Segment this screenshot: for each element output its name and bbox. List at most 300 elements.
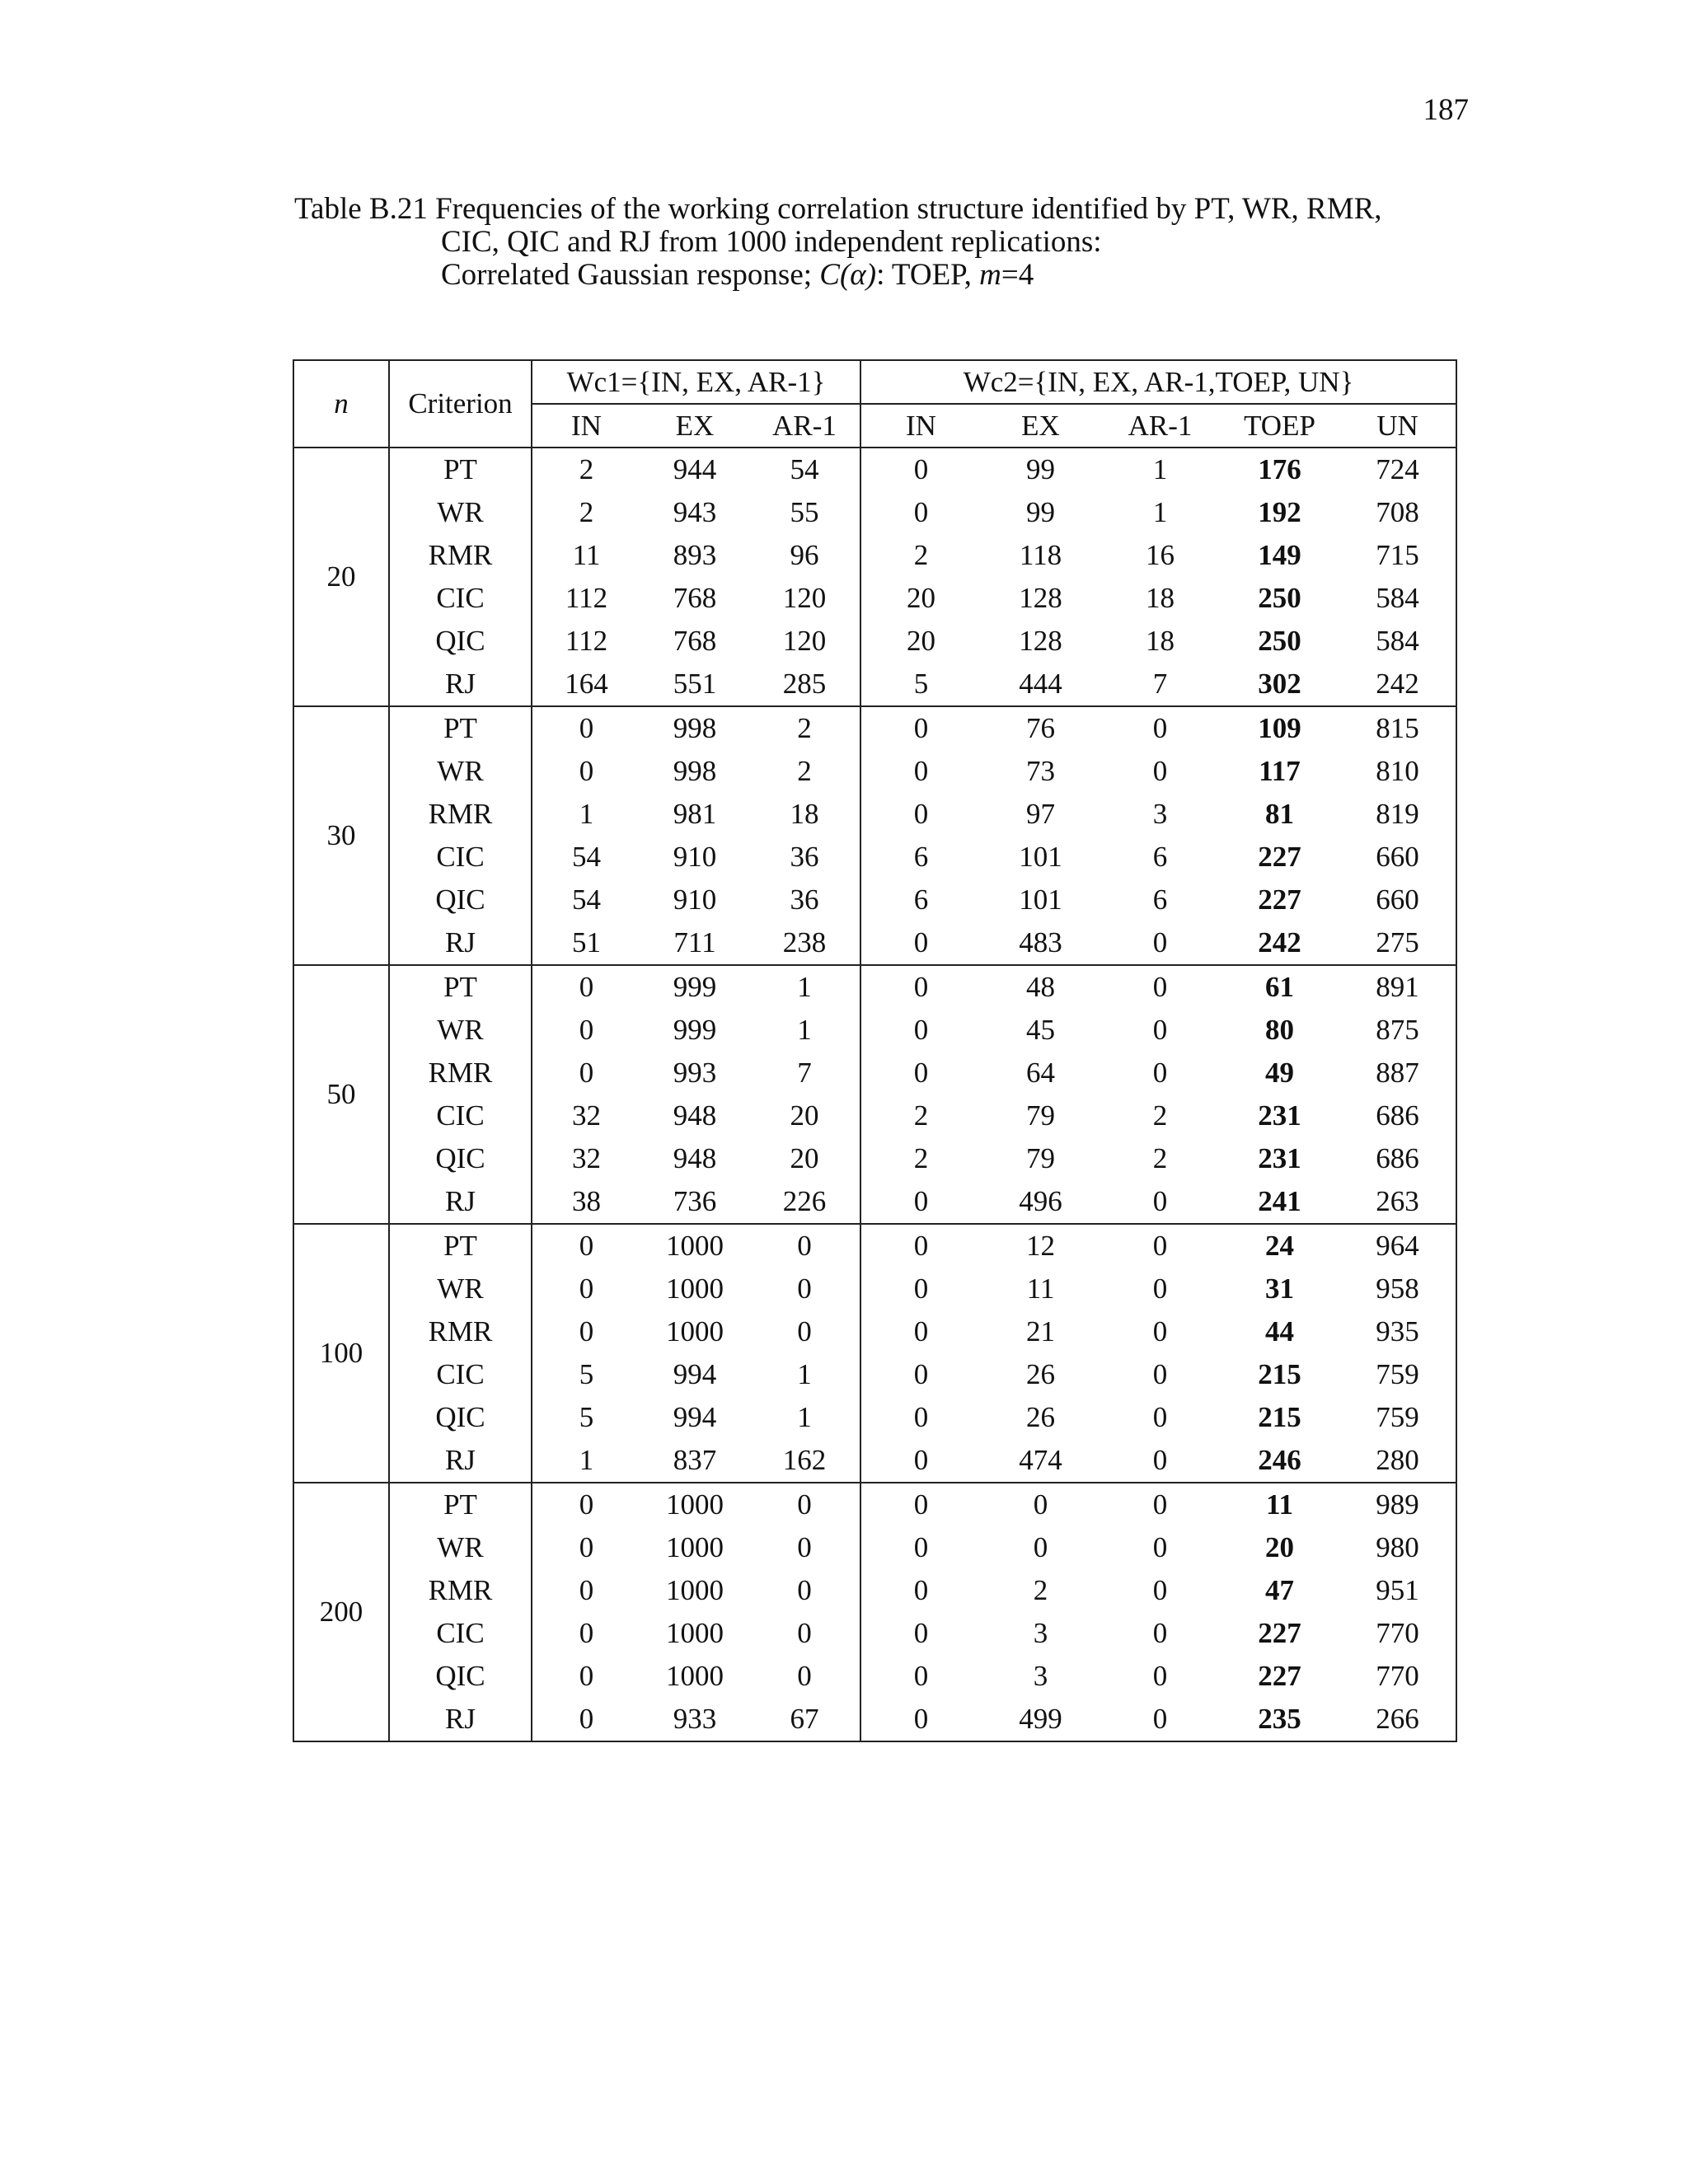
frequency-cell: 2 <box>797 755 812 787</box>
frequency-cell: 20 <box>860 620 981 663</box>
frequency-cell: 815 <box>1339 706 1456 750</box>
frequency-cell: 20 <box>1265 1531 1294 1563</box>
frequency-cell: 176 <box>1258 453 1301 485</box>
sample-size-cell: 50 <box>293 965 389 1224</box>
frequency-cell: 0 <box>1100 706 1220 750</box>
frequency-cell: 768 <box>673 582 717 614</box>
frequency-cell: 0 <box>981 1483 1100 1526</box>
frequency-cell: 26 <box>1026 1401 1055 1433</box>
frequency-cell: 192 <box>1258 496 1301 528</box>
table-row <box>293 534 1456 577</box>
frequency-cell: 80 <box>1265 1014 1294 1046</box>
table-row <box>293 750 1456 793</box>
frequency-cell: 0 <box>532 706 640 750</box>
frequency-cell: 0 <box>1033 1531 1048 1563</box>
frequency-cell: 2 <box>860 534 981 577</box>
frequency-cell: 444 <box>1019 668 1062 700</box>
frequency-cell: 759 <box>1376 1401 1419 1433</box>
criterion-cell: QIC <box>389 1137 532 1180</box>
table-row <box>293 663 1456 706</box>
frequency-cell: 0 <box>860 1655 981 1698</box>
frequency-cell: 99 <box>1026 496 1055 528</box>
frequency-cell: 20 <box>790 1142 819 1174</box>
frequency-cell: 0 <box>860 1353 981 1396</box>
frequency-cell: 770 <box>1376 1660 1419 1692</box>
frequency-cell: 285 <box>782 668 827 700</box>
caption-c-symbol: C <box>819 258 840 292</box>
criterion-cell: CIC <box>389 577 532 620</box>
table-row <box>293 965 1456 1009</box>
frequency-cell: 0 <box>532 1224 640 1268</box>
criterion-cell: WR <box>389 1526 532 1569</box>
frequency-cell: 0 <box>1152 1574 1168 1606</box>
frequency-cell: 0 <box>1152 755 1168 787</box>
frequency-cell: 2 <box>1033 1574 1048 1606</box>
frequency-cell: 0 <box>1100 965 1220 1009</box>
table-body <box>293 448 1456 1741</box>
frequency-cell: 0 <box>860 1526 981 1569</box>
table-row <box>293 1137 1456 1180</box>
header-n: n <box>293 360 389 448</box>
criterion-cell: RMR <box>389 534 532 577</box>
frequency-cell: 708 <box>1376 496 1419 528</box>
frequency-cell: 1 <box>532 793 640 836</box>
frequency-cell: 499 <box>1019 1703 1062 1735</box>
criterion-cell: PT <box>389 1483 532 1526</box>
table-row <box>293 1224 1456 1268</box>
frequency-cell: 0 <box>860 448 981 491</box>
frequency-cell: 0 <box>797 1272 812 1305</box>
caption-line-3-mid: : TOEP, <box>876 258 980 292</box>
frequency-cell: 18 <box>1146 582 1175 614</box>
header-wc2-ex: EX <box>981 404 1100 448</box>
criterion-cell: RMR <box>389 1310 532 1353</box>
table-row <box>293 1353 1456 1396</box>
frequency-cell: 76 <box>981 706 1100 750</box>
frequency-cell: 660 <box>1376 883 1419 916</box>
sample-size-cell: 30 <box>293 706 389 965</box>
frequency-cell: 943 <box>673 496 717 528</box>
frequency-cell: 266 <box>1376 1703 1419 1735</box>
frequency-cell: 887 <box>1376 1057 1419 1089</box>
frequency-cell: 11 <box>1026 1272 1055 1305</box>
header-wc2-in: IN <box>860 404 981 448</box>
frequency-cell: 0 <box>797 1617 812 1649</box>
frequency-cell: 1000 <box>666 1617 724 1649</box>
frequency-cell: 483 <box>1019 926 1062 958</box>
frequency-cell: 0 <box>797 1660 812 1692</box>
criterion-cell: RJ <box>389 1698 532 1741</box>
frequency-cell: 79 <box>1026 1142 1055 1174</box>
criterion-cell: RMR <box>389 1052 532 1094</box>
caption-line-2: CIC, QIC and RJ from 1000 independent replications: <box>441 225 1102 259</box>
frequency-cell: 0 <box>1152 1444 1168 1476</box>
frequency-cell: 0 <box>532 1612 640 1655</box>
table-row <box>293 1009 1456 1052</box>
frequency-cell: 910 <box>673 841 717 873</box>
header-criterion: Criterion <box>389 360 532 448</box>
caption-line-1: Table B.21 Frequencies of the working correlation structure identified by PT, WR, RMR, <box>294 192 1382 226</box>
frequency-cell: 0 <box>860 1310 981 1353</box>
frequency-cell: 302 <box>1258 668 1301 700</box>
frequency-cell: 951 <box>1376 1574 1419 1606</box>
frequency-cell: 51 <box>532 921 640 965</box>
frequency-cell: 0 <box>532 1009 640 1052</box>
frequency-cell: 0 <box>532 1310 640 1353</box>
frequency-cell: 215 <box>1258 1401 1301 1433</box>
frequency-cell: 7 <box>1152 668 1168 700</box>
frequency-cell: 0 <box>1152 1401 1168 1433</box>
frequency-cell: 73 <box>1026 755 1055 787</box>
frequency-cell: 21 <box>1026 1315 1055 1347</box>
frequency-cell: 0 <box>532 1698 640 1741</box>
frequency-cell: 6 <box>860 836 981 879</box>
frequency-table-container <box>293 359 1456 1742</box>
table-row <box>293 577 1456 620</box>
frequency-cell: 0 <box>532 750 640 793</box>
frequency-cell: 109 <box>1220 706 1339 750</box>
frequency-cell: 36 <box>790 841 819 873</box>
frequency-cell: 54 <box>790 453 819 485</box>
frequency-cell: 2 <box>532 491 640 534</box>
frequency-cell: 31 <box>1265 1272 1294 1305</box>
frequency-cell: 759 <box>1376 1358 1419 1390</box>
frequency-cell: 958 <box>1376 1272 1419 1305</box>
frequency-cell: 38 <box>532 1180 640 1224</box>
criterion-cell: WR <box>389 491 532 534</box>
frequency-cell: 944 <box>673 453 717 485</box>
frequency-cell: 227 <box>1258 883 1301 916</box>
frequency-cell: 891 <box>1339 965 1456 1009</box>
frequency-cell: 0 <box>1152 1315 1168 1347</box>
frequency-cell: 0 <box>1152 1617 1168 1649</box>
table-row <box>293 620 1456 663</box>
frequency-cell: 0 <box>860 1396 981 1439</box>
frequency-cell: 715 <box>1376 539 1419 571</box>
frequency-cell: 61 <box>1220 965 1339 1009</box>
frequency-cell: 250 <box>1258 625 1301 657</box>
frequency-cell: 227 <box>1258 1617 1301 1649</box>
frequency-cell: 994 <box>673 1401 717 1433</box>
frequency-cell: 980 <box>1376 1531 1419 1563</box>
frequency-cell: 0 <box>532 1483 640 1526</box>
frequency-cell: 263 <box>1376 1185 1419 1217</box>
frequency-cell: 1 <box>797 1358 812 1390</box>
frequency-cell: 128 <box>1019 625 1062 657</box>
table-row <box>293 706 1456 750</box>
frequency-cell: 2 <box>1152 1099 1168 1132</box>
frequency-cell: 250 <box>1258 582 1301 614</box>
frequency-cell: 0 <box>860 1180 981 1224</box>
frequency-cell: 0 <box>860 491 981 534</box>
frequency-cell: 32 <box>532 1094 640 1137</box>
table-row <box>293 1698 1456 1741</box>
table-row <box>293 1483 1456 1526</box>
criterion-cell: CIC <box>389 836 532 879</box>
frequency-cell: 20 <box>790 1099 819 1132</box>
frequency-cell: 128 <box>1019 582 1062 614</box>
frequency-cell: 768 <box>673 625 717 657</box>
criterion-cell: PT <box>389 448 532 491</box>
criterion-cell: QIC <box>389 1396 532 1439</box>
frequency-cell: 0 <box>1152 1057 1168 1089</box>
frequency-cell: 0 <box>532 965 640 1009</box>
frequency-cell: 120 <box>782 625 827 657</box>
criterion-cell: QIC <box>389 620 532 663</box>
criterion-cell: RJ <box>389 921 532 965</box>
frequency-cell: 16 <box>1146 539 1175 571</box>
frequency-cell: 0 <box>532 1526 640 1569</box>
frequency-cell: 235 <box>1258 1703 1301 1735</box>
table-row <box>293 1310 1456 1353</box>
frequency-cell: 5 <box>532 1396 640 1439</box>
criterion-cell: WR <box>389 750 532 793</box>
frequency-cell: 81 <box>1265 798 1294 830</box>
frequency-cell: 736 <box>673 1185 717 1217</box>
frequency-cell: 686 <box>1376 1142 1419 1174</box>
frequency-cell: 724 <box>1376 453 1419 485</box>
frequency-cell: 231 <box>1258 1142 1301 1174</box>
caption-line-3-suffix: =4 <box>1001 258 1034 292</box>
table-row <box>293 1396 1456 1439</box>
criterion-cell: RJ <box>389 663 532 706</box>
frequency-cell: 112 <box>532 620 640 663</box>
frequency-cell: 18 <box>790 798 819 830</box>
frequency-cell: 79 <box>1026 1099 1055 1132</box>
frequency-cell: 1000 <box>640 1224 749 1268</box>
frequency-cell: 36 <box>790 883 819 916</box>
frequency-cell: 0 <box>1152 926 1168 958</box>
frequency-cell: 96 <box>790 539 819 571</box>
frequency-cell: 496 <box>1019 1185 1062 1217</box>
frequency-cell: 3 <box>1152 798 1168 830</box>
frequency-cell: 584 <box>1376 625 1419 657</box>
frequency-cell: 5 <box>532 1353 640 1396</box>
table-row <box>293 1094 1456 1137</box>
frequency-cell: 2 <box>1152 1142 1168 1174</box>
frequency-cell: 0 <box>860 1483 981 1526</box>
frequency-cell: 215 <box>1258 1358 1301 1390</box>
frequency-cell: 0 <box>1152 1531 1168 1563</box>
frequency-cell: 0 <box>860 1439 981 1483</box>
criterion-cell: PT <box>389 965 532 1009</box>
frequency-cell: 0 <box>797 1531 812 1563</box>
frequency-cell: 964 <box>1339 1224 1456 1268</box>
header-wc2-ar1: AR-1 <box>1100 404 1220 448</box>
frequency-cell: 0 <box>532 1569 640 1612</box>
frequency-cell: 2 <box>860 1137 981 1180</box>
frequency-cell: 875 <box>1376 1014 1419 1046</box>
frequency-cell: 0 <box>1152 1358 1168 1390</box>
frequency-cell: 44 <box>1265 1315 1294 1347</box>
header-wc1-in: IN <box>532 404 640 448</box>
header-wc1: Wc1={IN, EX, AR-1} <box>532 360 860 404</box>
frequency-cell: 0 <box>860 1052 981 1094</box>
frequency-cell: 7 <box>797 1057 812 1089</box>
header-wc2-toep: TOEP <box>1220 404 1339 448</box>
frequency-cell: 2 <box>532 448 640 491</box>
frequency-cell: 3 <box>1033 1660 1048 1692</box>
table-row <box>293 1439 1456 1483</box>
frequency-cell: 998 <box>673 755 717 787</box>
frequency-cell: 1 <box>797 1014 812 1046</box>
table-row <box>293 879 1456 921</box>
frequency-cell: 0 <box>797 1315 812 1347</box>
criterion-cell: RJ <box>389 1180 532 1224</box>
header-wc1-ex: EX <box>640 404 749 448</box>
sample-size-cell: 200 <box>293 1483 389 1741</box>
frequency-cell: 0 <box>860 1569 981 1612</box>
frequency-cell: 47 <box>1265 1574 1294 1606</box>
criterion-cell: RJ <box>389 1439 532 1483</box>
frequency-cell: 242 <box>1376 668 1419 700</box>
frequency-cell: 12 <box>981 1224 1100 1268</box>
frequency-cell: 2 <box>860 1094 981 1137</box>
frequency-table <box>293 359 1457 1742</box>
table-row <box>293 491 1456 534</box>
frequency-cell: 0 <box>860 1612 981 1655</box>
frequency-cell: 0 <box>860 750 981 793</box>
frequency-cell: 101 <box>1019 841 1062 873</box>
table-row <box>293 1526 1456 1569</box>
frequency-cell: 948 <box>673 1099 717 1132</box>
frequency-cell: 64 <box>1026 1057 1055 1089</box>
frequency-cell: 1 <box>1152 496 1168 528</box>
frequency-cell: 5 <box>860 663 981 706</box>
frequency-cell: 0 <box>1152 1703 1168 1735</box>
frequency-cell: 67 <box>790 1703 819 1735</box>
frequency-cell: 0 <box>797 1574 812 1606</box>
frequency-cell: 998 <box>640 706 749 750</box>
frequency-cell: 120 <box>782 582 827 614</box>
frequency-cell: 242 <box>1258 926 1301 958</box>
frequency-cell: 54 <box>532 836 640 879</box>
frequency-cell: 0 <box>860 1698 981 1741</box>
frequency-cell: 11 <box>1220 1483 1339 1526</box>
sample-size-cell: 20 <box>326 560 356 593</box>
table-row <box>293 1052 1456 1094</box>
criterion-cell: CIC <box>389 1353 532 1396</box>
frequency-cell: 1 <box>797 1401 812 1433</box>
header-wc1-ar1: AR-1 <box>749 404 860 448</box>
header-wc2-un: UN <box>1339 404 1456 448</box>
frequency-cell: 1000 <box>666 1272 724 1305</box>
frequency-cell: 55 <box>790 496 819 528</box>
frequency-cell: 1000 <box>666 1531 724 1563</box>
frequency-cell: 0 <box>860 921 981 965</box>
frequency-cell: 101 <box>1019 883 1062 916</box>
frequency-cell: 1000 <box>666 1574 724 1606</box>
frequency-cell: 1 <box>749 965 860 1009</box>
page-number: 187 <box>1423 93 1469 127</box>
criterion-cell: RMR <box>389 1569 532 1612</box>
caption-line-3-prefix: Correlated Gaussian response; <box>441 258 820 292</box>
frequency-cell: 241 <box>1258 1185 1301 1217</box>
frequency-cell: 6 <box>1152 841 1168 873</box>
table-row <box>293 921 1456 965</box>
table-caption <box>294 193 1481 292</box>
frequency-cell: 711 <box>673 926 716 958</box>
frequency-cell: 989 <box>1339 1483 1456 1526</box>
table-row <box>293 1569 1456 1612</box>
frequency-cell: 0 <box>532 1052 640 1094</box>
criterion-cell: CIC <box>389 1094 532 1137</box>
frequency-cell: 20 <box>860 577 981 620</box>
frequency-cell: 837 <box>673 1444 717 1476</box>
table-row <box>293 1268 1456 1310</box>
frequency-cell: 164 <box>532 663 640 706</box>
frequency-cell: 981 <box>673 798 717 830</box>
criterion-cell: WR <box>389 1268 532 1310</box>
frequency-cell: 24 <box>1220 1224 1339 1268</box>
frequency-cell: 112 <box>532 577 640 620</box>
frequency-cell: 32 <box>532 1137 640 1180</box>
frequency-cell: 0 <box>1100 1483 1220 1526</box>
frequency-cell: 686 <box>1376 1099 1419 1132</box>
frequency-cell: 0 <box>532 1655 640 1698</box>
frequency-cell: 584 <box>1376 582 1419 614</box>
frequency-cell: 6 <box>860 879 981 921</box>
frequency-cell: 18 <box>1146 625 1175 657</box>
criterion-cell: RMR <box>389 793 532 836</box>
sample-size-cell: 100 <box>293 1224 389 1483</box>
table-row <box>293 1655 1456 1698</box>
frequency-cell: 999 <box>673 1014 717 1046</box>
frequency-cell: 994 <box>673 1358 717 1390</box>
frequency-cell: 0 <box>749 1483 860 1526</box>
frequency-cell: 149 <box>1258 539 1301 571</box>
frequency-cell: 0 <box>860 965 981 1009</box>
frequency-cell: 26 <box>1026 1358 1055 1390</box>
frequency-cell: 933 <box>673 1703 717 1735</box>
frequency-cell: 1000 <box>640 1483 749 1526</box>
frequency-cell: 117 <box>1259 755 1301 787</box>
frequency-cell: 0 <box>860 706 981 750</box>
frequency-cell: 935 <box>1376 1315 1419 1347</box>
frequency-cell: 227 <box>1258 841 1301 873</box>
frequency-cell: 97 <box>1026 798 1055 830</box>
frequency-cell: 227 <box>1258 1660 1301 1692</box>
frequency-cell: 1000 <box>666 1315 724 1347</box>
frequency-cell: 11 <box>532 534 640 577</box>
frequency-cell: 893 <box>673 539 717 571</box>
frequency-cell: 49 <box>1265 1057 1294 1089</box>
frequency-cell: 48 <box>981 965 1100 1009</box>
frequency-cell: 280 <box>1376 1444 1419 1476</box>
frequency-cell: 0 <box>1152 1014 1168 1046</box>
frequency-cell: 0 <box>860 1009 981 1052</box>
frequency-cell: 231 <box>1258 1099 1301 1132</box>
frequency-cell: 770 <box>1376 1617 1419 1649</box>
frequency-cell: 45 <box>1026 1014 1055 1046</box>
frequency-cell: 226 <box>782 1185 827 1217</box>
frequency-cell: 948 <box>673 1142 717 1174</box>
frequency-cell: 0 <box>1152 1185 1168 1217</box>
frequency-cell: 118 <box>1019 539 1062 571</box>
caption-m-symbol: m <box>979 258 1001 292</box>
criterion-cell: WR <box>389 1009 532 1052</box>
frequency-cell: 162 <box>782 1444 827 1476</box>
table-row <box>293 448 1456 491</box>
frequency-cell: 54 <box>532 879 640 921</box>
criterion-cell: QIC <box>389 1655 532 1698</box>
frequency-cell: 0 <box>860 1224 981 1268</box>
frequency-cell: 1 <box>532 1439 640 1483</box>
frequency-cell: 246 <box>1258 1444 1301 1476</box>
frequency-cell: 551 <box>673 668 717 700</box>
frequency-cell: 910 <box>673 883 717 916</box>
frequency-cell: 0 <box>1152 1272 1168 1305</box>
